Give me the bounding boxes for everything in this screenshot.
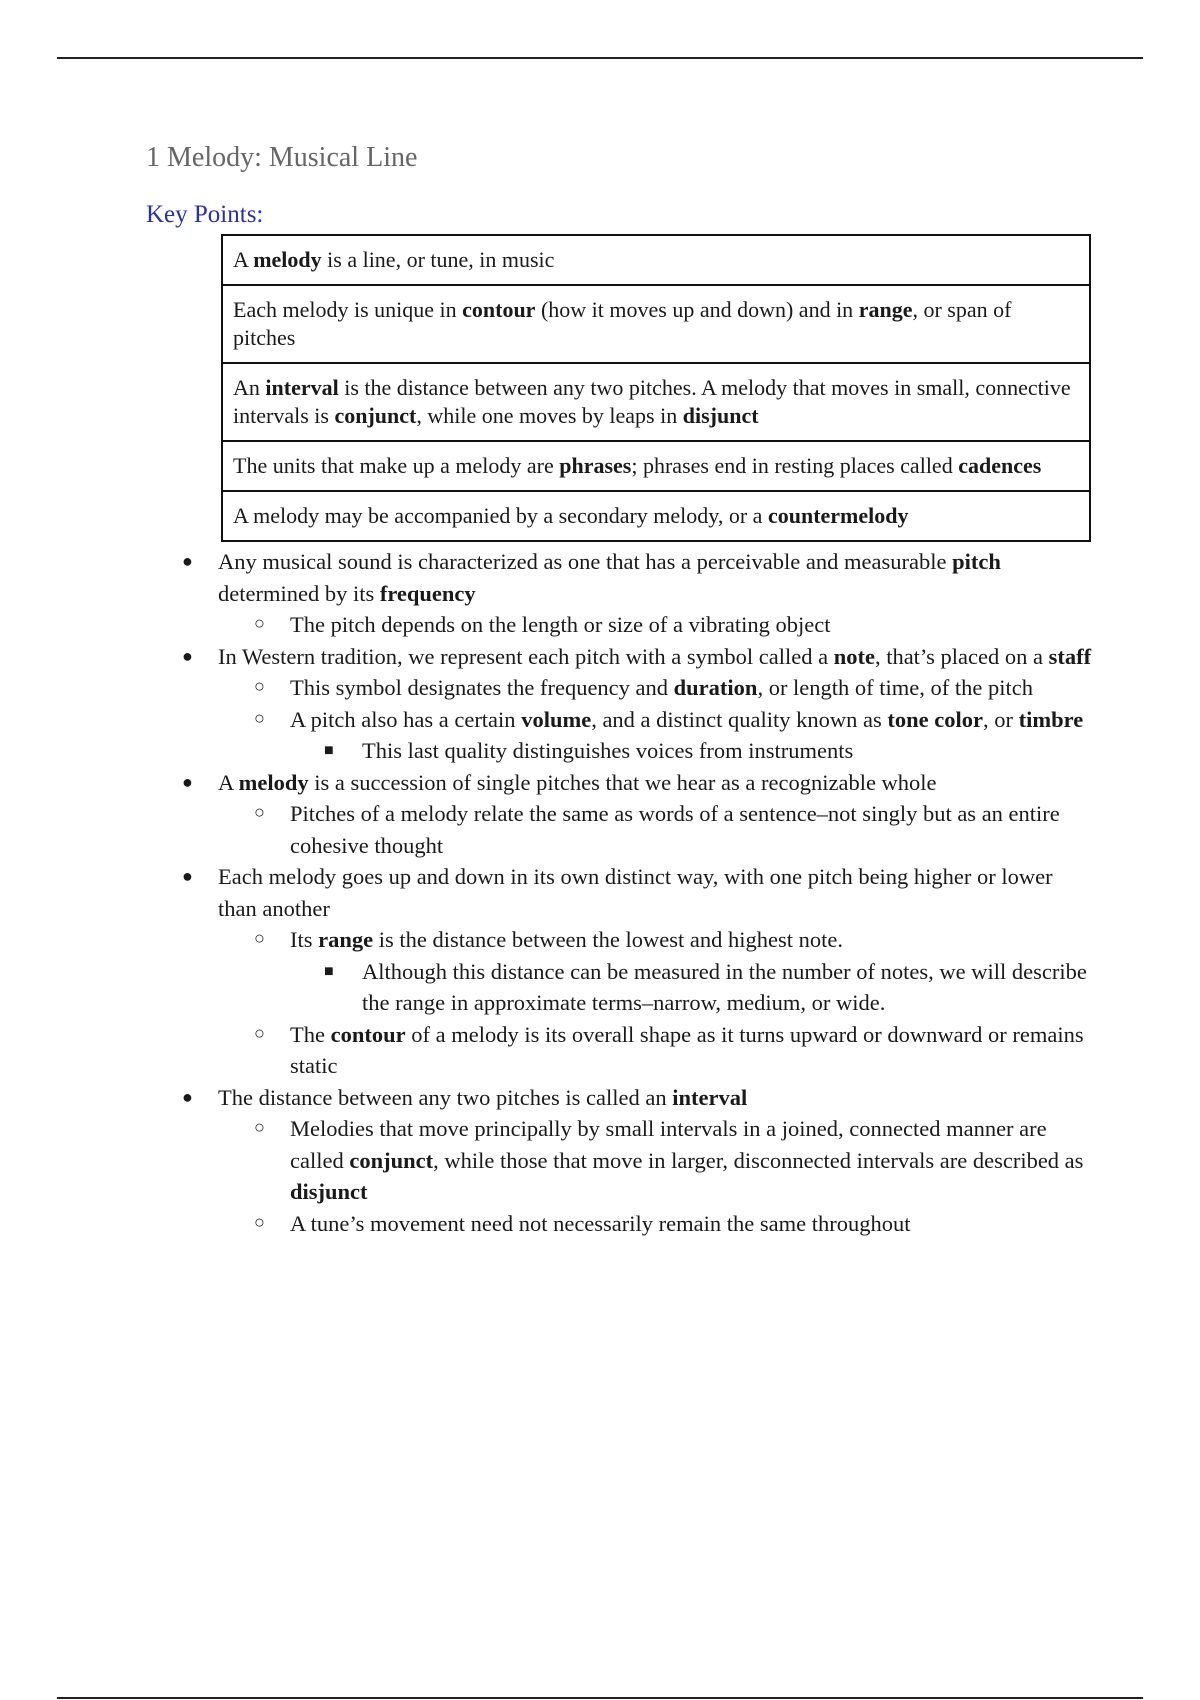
list-item-text [218,864,1053,921]
table-row [222,235,1090,285]
bullet-circle-icon: ○ [254,613,265,634]
text-run: The distance between any two pitches is called an [218,1084,673,1110]
text-run: The pitch depends on the length or size of a vibrating object [290,612,831,638]
key-points-table [221,234,1091,542]
list-item [218,1019,1096,1082]
list-item-text [290,707,1083,732]
list-item-text [362,738,853,763]
table-row [222,285,1090,363]
text-run: Melodies that move principally by small intervals in a joined, connected manner are called [290,1116,1047,1173]
page-title: 1 Melody: Musical Line [146,142,418,173]
list-item-text [290,801,1060,858]
sub-list [218,924,1096,1082]
bullet-circle-icon: ○ [254,707,265,728]
table-cell [222,491,1090,541]
table-cell [222,363,1090,441]
key-points-table-body [222,235,1090,541]
list-item-text [290,1211,910,1236]
bullet-square-icon: ■ [324,962,334,980]
list-item [218,609,1096,641]
bold-term: countermelody [767,503,909,529]
text-run: A [218,769,239,795]
text-run: A melody may be accompanied by a secondary melody, or a [233,503,768,529]
list-item [146,767,1096,862]
text-run: A tune’s movement need not necessarily remain the same throughout [290,1210,911,1236]
bold-term: conjunct [334,403,417,429]
list-item [146,1082,1096,1240]
bold-term: disjunct [682,403,759,429]
bullet-dot-icon: ● [182,1086,193,1107]
sub-list [218,798,1096,861]
bold-term: tone color [887,706,983,732]
text-run: , or length of time, of the pitch [757,675,1033,701]
bold-term: timbre [1018,706,1084,732]
bold-term: range [318,927,374,953]
bold-term: staff [1048,643,1092,669]
sub-list [218,609,1096,641]
bullet-list [146,546,1096,1239]
bullet-circle-icon: ○ [254,1117,265,1138]
text-run: , and a distinct quality known as [591,706,888,732]
table-cell [222,441,1090,491]
list-item-text [218,770,937,795]
list-item [218,798,1096,861]
text-run: , that’s placed on a [874,643,1049,669]
text-run: determined by its [218,580,380,606]
text-run: Although this distance can be measured in the number of notes, we will describe the range in approximate terms–narrow, medium, or wide. [362,958,1087,1016]
list-item-text [290,1116,1083,1204]
top-rule [57,57,1143,59]
table-cell [222,285,1090,363]
bold-term: conjunct [349,1147,434,1173]
text-run: is a succession of single pitches that we hear as a recognizable whole [308,769,937,795]
bullet-circle-icon: ○ [254,928,265,949]
bullet-dot-icon: ● [182,866,193,887]
text-run: is a line, or tune, in music [321,247,555,273]
text-run: A [233,247,254,273]
sub-list [218,1113,1096,1239]
bold-term: disjunct [290,1179,368,1205]
bold-term: interval [265,375,339,401]
text-run: (how it moves up and down) and in [535,297,859,323]
text-run: This symbol designates the frequency and [290,675,674,701]
bold-term: contour [462,297,536,323]
bold-term: duration [673,675,758,701]
text-run: , or span of pitches [233,297,1012,351]
document-body [146,140,1096,1239]
bold-term: volume [521,706,592,732]
bullet-circle-icon: ○ [254,676,265,697]
bold-term: melody [238,769,309,795]
list-item [146,641,1096,767]
bold-term: note [833,643,875,669]
bold-term: range [858,297,913,323]
bullet-circle-icon: ○ [254,1211,265,1232]
text-run: Pitches of a melody relate the same as words of a sentence–not singly but as an entire cohesive thought [290,801,1060,858]
list-item [218,924,1096,1019]
sub-list [290,735,1096,767]
list-item [218,704,1096,767]
bold-term: phrases [559,453,632,479]
table-row [222,491,1090,541]
bullet-dot-icon: ● [182,771,193,792]
table-row [222,363,1090,441]
bullet-circle-icon: ○ [254,1022,265,1043]
text-run: The units that make up a melody are [233,453,560,479]
bold-term: pitch [952,549,1001,575]
bullet-circle-icon: ○ [254,802,265,823]
bold-term: cadences [958,453,1042,479]
text-run: is the distance between the lowest and highest note. [373,927,843,953]
bottom-rule [57,1697,1143,1699]
text-run: The [290,1021,331,1047]
text-run: An [233,375,266,401]
text-run: , or [982,706,1019,732]
list-item [218,672,1096,704]
text-run: , while one moves by leaps in [416,403,683,429]
list-item-text [218,644,1091,669]
text-run: Each melody is unique in [233,297,463,323]
key-points-heading: Key Points: [146,201,264,229]
table-cell [222,235,1090,285]
list-item [146,861,1096,1082]
bold-term: melody [253,247,322,273]
list-item-text [290,612,830,637]
bold-term: frequency [379,580,476,606]
table-row [222,441,1090,491]
text-run: is the distance between any two pitches. A melody that moves in small, connective intervals is [233,375,1071,429]
list-item [218,1208,1096,1240]
text-run: Its [290,927,319,953]
list-item-text [290,927,843,952]
list-item-text [290,1022,1084,1079]
text-run: Each melody goes up and down in its own distinct way, with one pitch being higher or lower than another [218,864,1053,921]
list-item-text [362,959,1087,1016]
list-item [218,1113,1096,1208]
bold-term: interval [672,1084,748,1110]
sub-list [218,672,1096,767]
text-run: In Western tradition, we represent each pitch with a symbol called a [218,643,834,669]
bullet-dot-icon: ● [182,645,193,666]
bullet-dot-icon: ● [182,551,193,572]
list-item-text [218,1085,747,1110]
bullet-square-icon: ■ [324,742,334,760]
bold-term: contour [330,1021,406,1047]
list-item [290,735,1096,767]
text-run: of a melody is its overall shape as it turns upward or downward or remains static [290,1021,1084,1079]
list-item [146,546,1096,641]
list-item [290,956,1096,1019]
text-run: , while those that move in larger, disconnected intervals are described as [433,1147,1084,1173]
text-run: ; phrases end in resting places called [631,453,959,479]
list-item-text [218,549,1001,606]
text-run: A pitch also has a certain [290,706,522,732]
text-run: Any musical sound is characterized as one that has a perceivable and measurable [218,549,953,575]
list-item-text [290,675,1033,700]
sub-list [290,956,1096,1019]
text-run: This last quality distinguishes voices from instruments [362,738,854,764]
